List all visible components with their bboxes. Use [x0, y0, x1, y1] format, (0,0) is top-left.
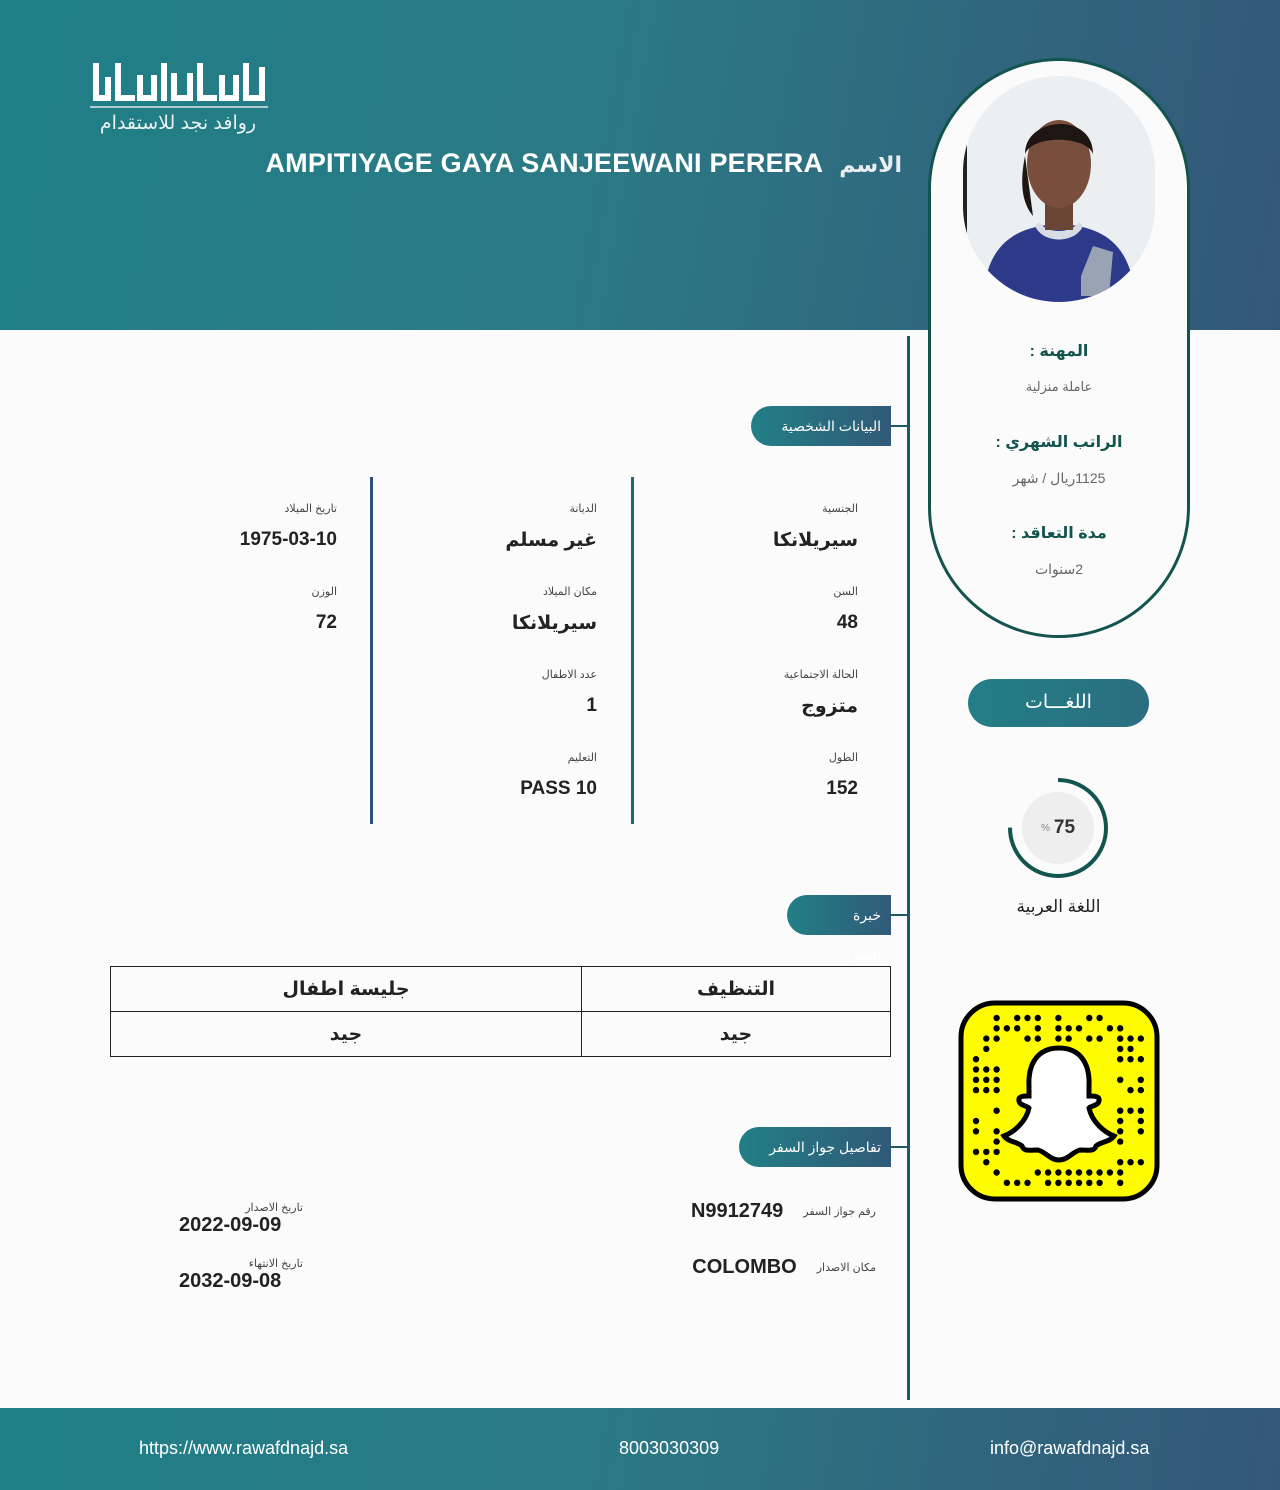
- footer-email[interactable]: info@rawafdnajd.sa: [990, 1438, 1150, 1458]
- snapcode-dot: [973, 1087, 979, 1093]
- snapcode-dot: [1076, 1169, 1082, 1175]
- snapcode-dot: [1066, 1035, 1072, 1041]
- snapcode-dot: [1117, 1108, 1123, 1114]
- salary-label: الراتب الشهري :: [995, 434, 1123, 451]
- snapcode-dot: [1086, 1169, 1092, 1175]
- snapcode-dot: [1024, 1180, 1030, 1186]
- snapcode-dot: [1055, 1035, 1061, 1041]
- children-label: عدد الاطفال: [541, 669, 597, 681]
- snapcode-dot: [1014, 1015, 1020, 1021]
- snapcode-dot: [1096, 1169, 1102, 1175]
- table-row: [111, 1012, 891, 1057]
- snapcode-dot: [1127, 1046, 1133, 1052]
- snapcode-dot: [1055, 1015, 1061, 1021]
- field-weight: [107, 585, 337, 634]
- passport-place-field: [692, 1256, 876, 1279]
- snapcode-dot: [993, 1035, 999, 1041]
- snapcode-dot: [993, 1169, 999, 1175]
- snapcode-dot: [1055, 1025, 1061, 1031]
- salary-field: [931, 432, 1187, 487]
- snapcode-dot: [1127, 1159, 1133, 1165]
- timeline-line: [907, 336, 910, 1400]
- snapcode-dot: [1138, 1108, 1144, 1114]
- snapcode-dot: [983, 1087, 989, 1093]
- snapcode-dot: [1107, 1025, 1113, 1031]
- snapcode[interactable]: [958, 1000, 1160, 1202]
- field-birthdate: [107, 502, 337, 551]
- passport-place-value: COLOMBO: [692, 1256, 797, 1278]
- candidate-photo: [963, 76, 1155, 302]
- snapcode-dot: [1066, 1180, 1072, 1186]
- snapcode-dot: [993, 1087, 999, 1093]
- snapcode-dot: [973, 1077, 979, 1083]
- passport-issue-field: [163, 1201, 303, 1237]
- logo-mark: [88, 58, 273, 110]
- snapcode-dot: [1138, 1035, 1144, 1041]
- salary-value: 1125ريال / شهر: [1012, 470, 1106, 486]
- contract-label: مدة التعاقد :: [1011, 525, 1107, 542]
- profession-label: المهنة :: [1029, 343, 1089, 360]
- education-value: PASS 10: [520, 778, 597, 799]
- snapcode-dot: [1138, 1056, 1144, 1062]
- snapcode-dot: [1138, 1118, 1144, 1124]
- snapcode-dot: [973, 1056, 979, 1062]
- snapcode-dot: [983, 1077, 989, 1083]
- snapcode-dot: [1117, 1159, 1123, 1165]
- marital-label: الحالة الاجتماعية: [783, 669, 858, 681]
- birthplace-value: سيريلانكا: [511, 613, 597, 634]
- language-gauge: [1006, 776, 1110, 880]
- field-education: [367, 751, 597, 800]
- snapcode-dot: [1127, 1087, 1133, 1093]
- snapcode-dot: [973, 1128, 979, 1134]
- brand-caption: روافد نجد للاستقدام: [99, 113, 257, 134]
- nationality-label: الجنسية: [822, 503, 858, 515]
- candidate-name: AMPITIYAGE GAYA SANJEEWANI PERERA: [265, 148, 824, 178]
- language-name: اللغة العربية: [1016, 897, 1101, 916]
- snapcode-dot: [1096, 1035, 1102, 1041]
- passport-number-label: رقم جواز السفر: [803, 1206, 876, 1218]
- snapcode-dot: [973, 1066, 979, 1072]
- profession-value: عاملة منزلية: [1025, 379, 1093, 394]
- field-religion: [367, 502, 597, 552]
- snapcode-dot: [993, 1066, 999, 1072]
- snapcode-dot: [983, 1149, 989, 1155]
- field-marital: [628, 668, 858, 718]
- snapcode-dot: [1066, 1169, 1072, 1175]
- snapcode-dot: [1117, 1138, 1123, 1144]
- snapcode-dot: [1076, 1025, 1082, 1031]
- passport-number-value: N9912749: [690, 1200, 784, 1222]
- snapcode-dot: [1138, 1087, 1144, 1093]
- snapcode-dot: [1076, 1180, 1082, 1186]
- field-age: [628, 585, 858, 634]
- snapcode-dot: [1138, 1159, 1144, 1165]
- snapcode-dot: [993, 1015, 999, 1021]
- snapcode-dot: [1004, 1180, 1010, 1186]
- height-value: 152: [826, 778, 858, 799]
- table-header-cell: التنظيف: [582, 967, 891, 1012]
- education-label: التعليم: [567, 752, 597, 764]
- snapcode-dot: [1096, 1180, 1102, 1186]
- snapcode-dot: [1127, 1035, 1133, 1041]
- profile-card: [928, 58, 1190, 638]
- experience-table: [110, 966, 891, 1057]
- passport-expiry-value: 2032-09-08: [179, 1270, 282, 1292]
- snapcode-dot: [1117, 1035, 1123, 1041]
- snapcode-dot: [1045, 1180, 1051, 1186]
- section-tick: [891, 425, 907, 427]
- snapcode-dot: [983, 1035, 989, 1041]
- snapcode-dot: [1127, 1056, 1133, 1062]
- snapcode-dot: [1117, 1128, 1123, 1134]
- section-tick: [891, 1146, 907, 1148]
- snapcode-dot: [1035, 1025, 1041, 1031]
- snapcode-dot: [983, 1046, 989, 1052]
- snapcode-dot: [1138, 1128, 1144, 1134]
- field-children: [367, 668, 597, 717]
- snapcode-dot: [1055, 1180, 1061, 1186]
- snapcode-dot: [993, 1077, 999, 1083]
- passport-expiry-label: تاريخ الانتهاء: [248, 1258, 303, 1270]
- snapcode-dot: [1117, 1169, 1123, 1175]
- snapcode-dot: [1117, 1180, 1123, 1186]
- snapcode-dot: [1024, 1015, 1030, 1021]
- snapcode-dot: [1117, 1118, 1123, 1124]
- snapcode-dot: [1117, 1077, 1123, 1083]
- weight-value: 72: [315, 612, 337, 633]
- profession-field: [931, 341, 1187, 395]
- snapcode-dot: [1086, 1035, 1092, 1041]
- person-photo-icon: [963, 76, 1155, 302]
- section-passport: تفاصيل جواز السفر: [739, 1127, 891, 1167]
- passport-expiry-field: [163, 1257, 303, 1293]
- nationality-value: سيريلانكا: [772, 530, 858, 551]
- gauge-text: [1006, 776, 1110, 880]
- snapcode-dot: [1045, 1169, 1051, 1175]
- snapcode-dot: [1107, 1169, 1113, 1175]
- birthdate-label: تاريخ الميلاد: [284, 503, 337, 515]
- snapcode-dot: [1035, 1169, 1041, 1175]
- age-label: السن: [833, 586, 858, 598]
- snapcode-dot: [993, 1138, 999, 1144]
- marital-value: متزوج: [801, 696, 858, 717]
- snapcode-dot: [1086, 1015, 1092, 1021]
- contract-value: 2سنوات: [1034, 561, 1084, 577]
- children-value: 1: [586, 695, 597, 716]
- snapcode-dot: [1055, 1169, 1061, 1175]
- snapcode-dot: [1117, 1025, 1123, 1031]
- table-header-cell: جليسة اطفال: [111, 967, 582, 1012]
- passport-number-field: [691, 1200, 876, 1223]
- table-row: [111, 967, 891, 1012]
- field-height: [628, 751, 858, 800]
- birthplace-label: مكان الميلاد: [542, 586, 597, 598]
- brand-logo: [88, 58, 273, 140]
- age-value: 48: [836, 612, 858, 633]
- snapcode-dot: [993, 1108, 999, 1114]
- snapcode-dot: [1127, 1108, 1133, 1114]
- snapcode-dot: [993, 1128, 999, 1134]
- birthdate-value: 1975-03-10: [239, 529, 337, 550]
- languages-pill: اللغـــات: [968, 679, 1149, 727]
- passport-issue-label: تاريخ الاصدار: [245, 1202, 303, 1214]
- gauge-percent-sign: %: [1040, 822, 1050, 834]
- name-label: الاسم: [839, 152, 902, 177]
- contract-field: [931, 523, 1187, 578]
- table-cell: جيد: [111, 1012, 582, 1057]
- gauge-value: 75: [1053, 817, 1076, 838]
- snapcode-dot: [973, 1149, 979, 1155]
- section-tick: [891, 914, 907, 916]
- snapcode-dot: [1117, 1056, 1123, 1062]
- religion-value: غير مسلم: [505, 530, 597, 551]
- snapcode-dot: [1024, 1035, 1030, 1041]
- footer-phone[interactable]: 8003030309: [619, 1438, 720, 1458]
- snapcode-dot: [1138, 1077, 1144, 1083]
- snapcode-dot: [1014, 1180, 1020, 1186]
- snapcode-dot: [1066, 1025, 1072, 1031]
- snapcode-dot: [1004, 1025, 1010, 1031]
- snapcode-dot: [1086, 1180, 1092, 1186]
- field-nationality: [628, 502, 858, 552]
- footer-website[interactable]: https://www.rawafdnajd.sa: [139, 1438, 349, 1458]
- snapcode-dot: [993, 1149, 999, 1155]
- name-row: [265, 148, 902, 179]
- snapcode-dot: [1096, 1015, 1102, 1021]
- table-cell: جيد: [582, 1012, 891, 1057]
- snapcode-dot: [1117, 1046, 1123, 1052]
- height-label: الطول: [828, 752, 858, 764]
- snapcode-dot: [993, 1025, 999, 1031]
- snapcode-dot: [1035, 1015, 1041, 1021]
- snapchat-qr-icon[interactable]: [958, 1000, 1160, 1202]
- section-personal: البيانات الشخصية: [751, 406, 891, 446]
- section-experience: خبرة العمل: [787, 895, 891, 935]
- snapcode-dot: [1035, 1035, 1041, 1041]
- weight-label: الوزن: [311, 586, 337, 598]
- snapcode-dot: [983, 1159, 989, 1165]
- field-birthplace: [367, 585, 597, 635]
- religion-label: الديانة: [569, 503, 597, 515]
- passport-place-label: مكان الاصدار: [816, 1262, 876, 1274]
- footer: [0, 1408, 1280, 1490]
- snapcode-dot: [1014, 1025, 1020, 1031]
- snapcode-dot: [973, 1118, 979, 1124]
- passport-issue-value: 2022-09-09: [179, 1214, 282, 1236]
- snapcode-dot: [983, 1066, 989, 1072]
